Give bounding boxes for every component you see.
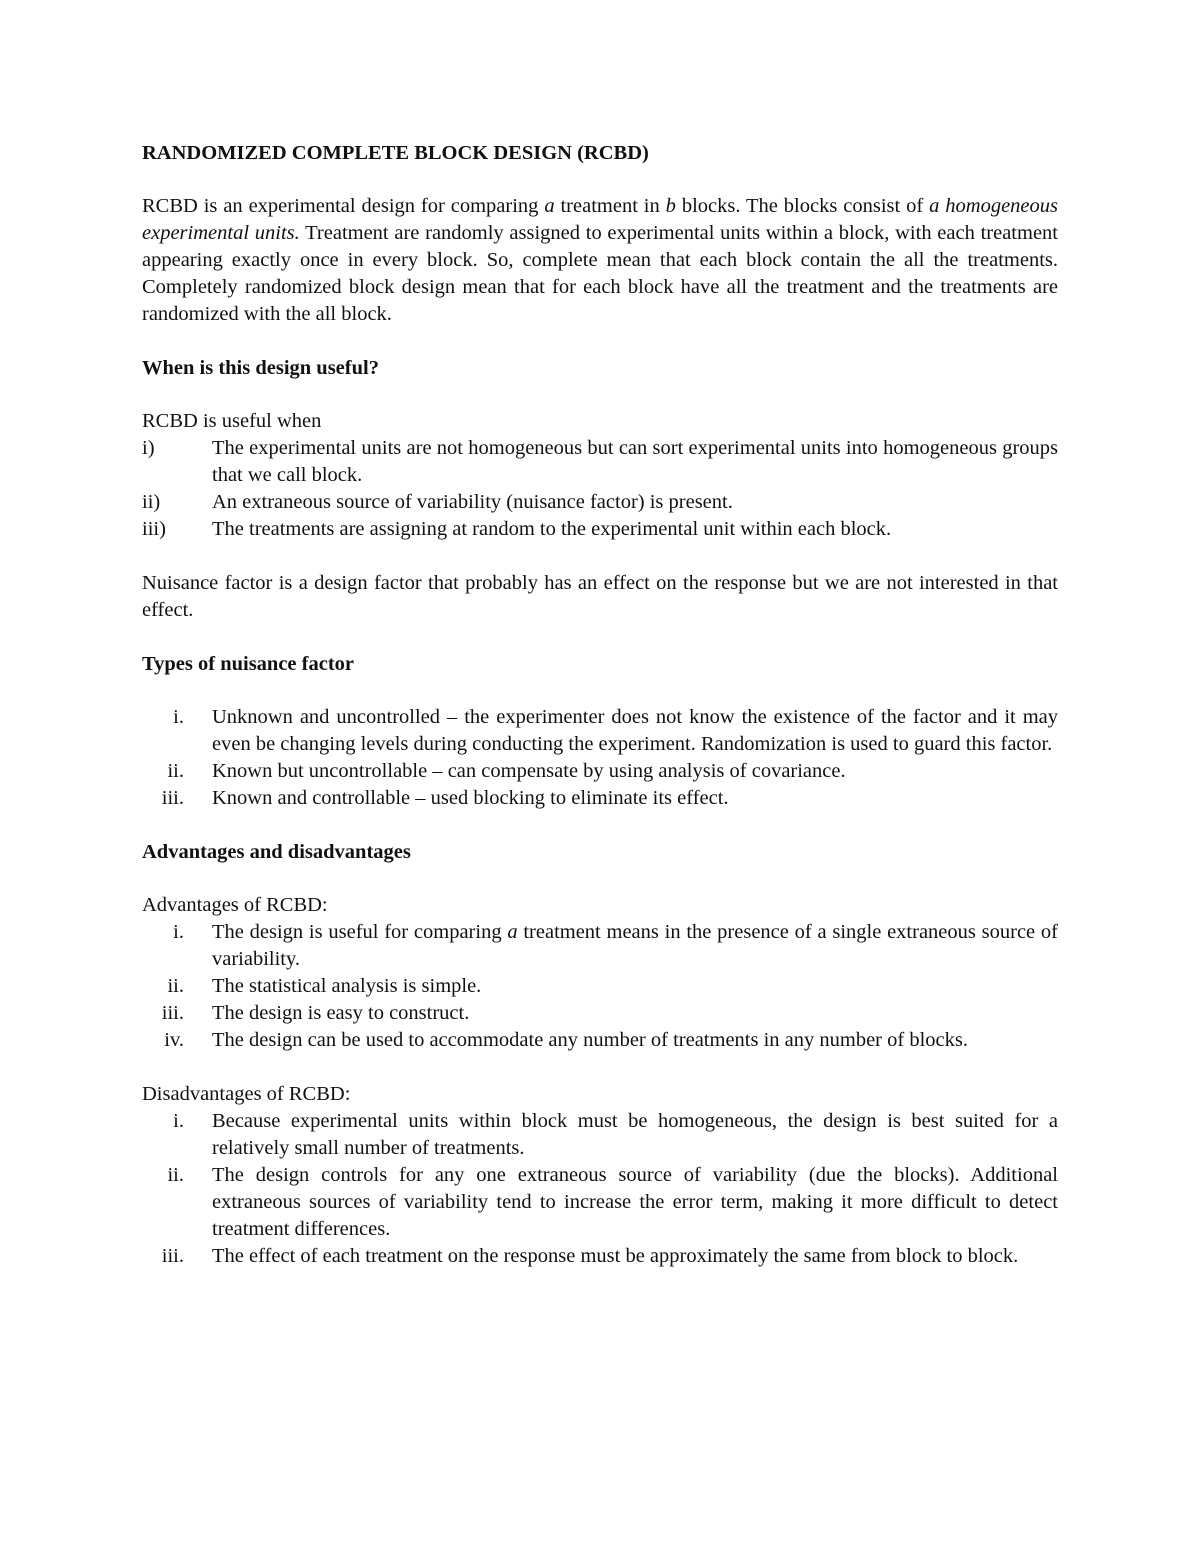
list-item-text bbox=[212, 919, 1058, 973]
list-item bbox=[142, 1027, 1058, 1054]
list-item-text: The statistical analysis is simple. bbox=[212, 975, 482, 997]
list-item-text-pre: The design is useful for comparing bbox=[212, 921, 508, 943]
list-item-text: The experimental units are not homogeneous but can sort experimental units into homogeneous groups that we call block. bbox=[212, 437, 1058, 486]
document-page bbox=[142, 140, 1058, 1297]
list-item-var-a: a bbox=[507, 921, 518, 943]
intro-text-3: blocks. The blocks consist of bbox=[675, 195, 930, 217]
list-item bbox=[142, 1243, 1058, 1270]
types-list bbox=[142, 704, 1058, 812]
list-item-text: The design can be used to accommodate any number of treatments in any number of blocks. bbox=[212, 1029, 968, 1051]
list-item-number: i. bbox=[173, 706, 184, 728]
list-item bbox=[142, 435, 1058, 489]
list-item-number: i) bbox=[142, 437, 155, 459]
advantages-list bbox=[142, 919, 1058, 1054]
list-item-text: The design is easy to construct. bbox=[212, 1002, 470, 1024]
list-item-number: ii. bbox=[167, 1164, 184, 1186]
list-item-number: iii. bbox=[161, 1002, 184, 1024]
adv-disadv-heading: Advantages and disadvantages bbox=[142, 841, 411, 863]
intro-var-a-2: a bbox=[929, 195, 940, 217]
list-item bbox=[142, 704, 1058, 758]
list-item-text: Because experimental units within block must be homogeneous, the design is best suited for a relatively small number of treatments. bbox=[212, 1110, 1058, 1159]
list-item-number: ii) bbox=[142, 491, 161, 513]
list-item-text: The design controls for any one extraneous source of variability (due the blocks). Additional extraneous sources of variability tend to increase the error term, making it more difficult to detect treatment differences. bbox=[212, 1164, 1058, 1240]
list-item-text-post: treatment means in the presence of a single extraneous source of variability. bbox=[212, 921, 1058, 970]
useful-list bbox=[142, 435, 1058, 543]
advantages-lead: Advantages of RCBD: bbox=[142, 894, 328, 916]
list-item-text: The effect of each treatment on the response must be approximately the same from block to block. bbox=[212, 1245, 1019, 1267]
list-item-number: iii. bbox=[161, 787, 184, 809]
intro-var-b: b bbox=[665, 195, 676, 217]
document-title: RANDOMIZED COMPLETE BLOCK DESIGN (RCBD) bbox=[142, 142, 649, 164]
list-item-number: ii. bbox=[167, 975, 184, 997]
intro-var-a: a bbox=[544, 195, 555, 217]
useful-heading: When is this design useful? bbox=[142, 357, 379, 379]
intro-text-1: RCBD is an experimental design for comparing bbox=[142, 195, 545, 217]
useful-lead: RCBD is useful when bbox=[142, 410, 322, 432]
list-item bbox=[142, 919, 1058, 973]
list-item bbox=[142, 516, 1058, 543]
list-item-text: An extraneous source of variability (nuisance factor) is present. bbox=[212, 491, 733, 513]
intro-text-2: treatment in bbox=[554, 195, 666, 217]
list-item-text: Known but uncontrollable – can compensate by using analysis of covariance. bbox=[212, 760, 846, 782]
list-item bbox=[142, 973, 1058, 1000]
list-item bbox=[142, 758, 1058, 785]
intro-homogeneous: homogeneous experimental units. bbox=[142, 195, 1058, 244]
list-item bbox=[142, 785, 1058, 812]
list-item-number: ii. bbox=[167, 760, 184, 782]
intro-text-4: Treatment are randomly assigned to experimental units within a block, with each treatment appearing exactly once in every block. So, complete mean that each block contain the all the treatments. Completely randomized block design mean that for each block have all the treatment and the treatments are randomized with the all block. bbox=[142, 222, 1058, 325]
list-item-number: iii. bbox=[161, 1245, 184, 1267]
list-item bbox=[142, 1000, 1058, 1027]
nuisance-definition: Nuisance factor is a design factor that probably has an effect on the response but we are not interested in that effect. bbox=[142, 572, 1058, 621]
list-item-text: The treatments are assigning at random to the experimental unit within each block. bbox=[212, 518, 892, 540]
list-item-number: iii) bbox=[142, 518, 166, 540]
list-item bbox=[142, 489, 1058, 516]
intro-paragraph bbox=[142, 193, 1058, 328]
list-item-text: Known and controllable – used blocking to eliminate its effect. bbox=[212, 787, 729, 809]
list-item bbox=[142, 1108, 1058, 1162]
list-item-number: iv. bbox=[164, 1029, 184, 1051]
list-item-number: i. bbox=[173, 1110, 184, 1132]
list-item-text: Unknown and uncontrolled – the experimenter does not know the existence of the factor and it may even be changing levels during conducting the experiment. Randomization is used to guard this factor. bbox=[212, 706, 1058, 755]
list-item-number: i. bbox=[173, 921, 184, 943]
types-heading: Types of nuisance factor bbox=[142, 653, 355, 675]
list-item bbox=[142, 1162, 1058, 1243]
disadvantages-lead: Disadvantages of RCBD: bbox=[142, 1083, 351, 1105]
disadvantages-list bbox=[142, 1108, 1058, 1270]
